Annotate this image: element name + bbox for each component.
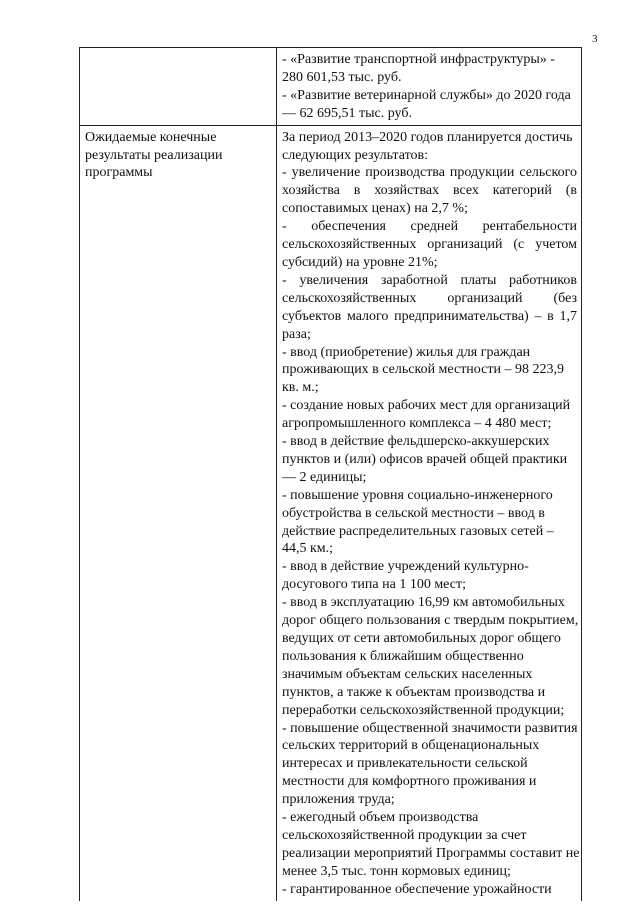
- content-line: сельскохозяйственных организаций (с учетом: [282, 237, 577, 253]
- content-line: сельскохозяйственных организаций (без: [282, 290, 577, 306]
- row-label-cell: [80, 48, 277, 126]
- content-line: агропромышленного комплекса – 4 480 мест;: [282, 416, 552, 432]
- content-line: приложения труда;: [282, 792, 395, 808]
- content-line: - «Развитие транспортной инфраструктуры» -: [282, 52, 555, 67]
- content-line: 280 601,53 тыс. руб.: [282, 69, 402, 85]
- row-label-cell: [80, 125, 277, 900]
- content-line: — 2 единицы;: [282, 469, 367, 485]
- content-line: - повышение общественной значимости развития: [282, 720, 578, 736]
- label-line: результаты реализации: [85, 147, 223, 163]
- content-line: сельских территорий в общенациональных: [282, 738, 540, 754]
- content-line: - увеличение производства продукции сельского: [282, 165, 577, 181]
- page-number: 3: [592, 33, 598, 45]
- content-line: менее 3,5 тыс. тонн кормовых единиц;: [282, 863, 511, 879]
- content-line: - создание новых рабочих мест для организаций: [282, 398, 571, 414]
- content-line: дорог общего пользования с твердым покрытием,: [282, 613, 579, 629]
- content-line: За период 2013–2020 годов планируется достичь: [282, 129, 573, 145]
- row-content-cell: [277, 125, 582, 900]
- content-line: хозяйства в хозяйствах всех категорий (в: [282, 183, 577, 199]
- table-row: [80, 125, 582, 900]
- content-line: сопоставимых ценах) на 2,7 %;: [282, 201, 468, 217]
- content-line: проживающих в сельской местности – 98 223,9: [282, 362, 564, 378]
- row-content-cell: [277, 48, 582, 126]
- content-line: интересах и привлекательности сельской: [282, 756, 528, 772]
- table-row: [80, 48, 582, 126]
- content-line: ведущих от сети автомобильных дорог общего: [282, 631, 561, 646]
- content-line: местности для комфортного проживания и: [282, 774, 537, 790]
- label-line: программы: [85, 165, 153, 181]
- content-line: следующих результатов:: [282, 147, 429, 163]
- content-line: - обеспечения средней рентабельности: [282, 219, 577, 235]
- program-passport-table: [79, 47, 582, 901]
- content-line: — 62 695,51 тыс. руб.: [282, 105, 412, 121]
- content-line: 44,5 км.;: [282, 541, 334, 557]
- label-line: Ожидаемые конечные: [85, 129, 217, 145]
- content-line: - гарантированное обеспечение урожайности: [282, 881, 552, 897]
- content-line: - ввод в действие фельдшерско-аккушерских: [282, 434, 550, 450]
- content-line: - «Развитие ветеринарной службы» до 2020 года: [282, 87, 571, 103]
- content-line: действие распределительных газовых сетей –: [282, 523, 554, 539]
- content-line: значимым объектам сельских населенных: [282, 666, 533, 682]
- content-line: субсидий) на уровне 21%;: [282, 254, 438, 270]
- content-line: - ввод в действие учреждений культурно-: [282, 559, 529, 575]
- content-line: - ежегодный объем производства: [282, 810, 479, 826]
- content-line: пунктов и (или) офисов врачей общей практики: [282, 451, 568, 467]
- content-line: - ввод в эксплуатацию 16,99 км автомобильных: [282, 595, 565, 611]
- content-line: - повышение уровня социально-инженерного: [282, 487, 553, 503]
- content-line: сельскохозяйственной продукции за счет: [282, 827, 527, 843]
- content-line: пунктов, а также к объектам производства и: [282, 684, 546, 700]
- content-line: переработки сельскохозяйственной продукции;: [282, 702, 565, 718]
- content-line: субъектов малого предпринимательства) – в 1,7: [282, 308, 577, 324]
- content-line: - ввод (приобретение) жилья для граждан: [282, 344, 531, 360]
- content-line: раза;: [282, 326, 311, 342]
- content-line: кв. м.;: [282, 380, 319, 396]
- content-line: досугового типа на 1 100 мест;: [282, 577, 466, 593]
- content-line: пользования к ближайшим общественно: [282, 648, 524, 664]
- content-line: реализации мероприятий Программы составит не: [282, 845, 580, 861]
- content-line: обустройства в сельской местности – ввод в: [282, 505, 545, 521]
- content-line: - увеличения заработной платы работников: [282, 272, 577, 288]
